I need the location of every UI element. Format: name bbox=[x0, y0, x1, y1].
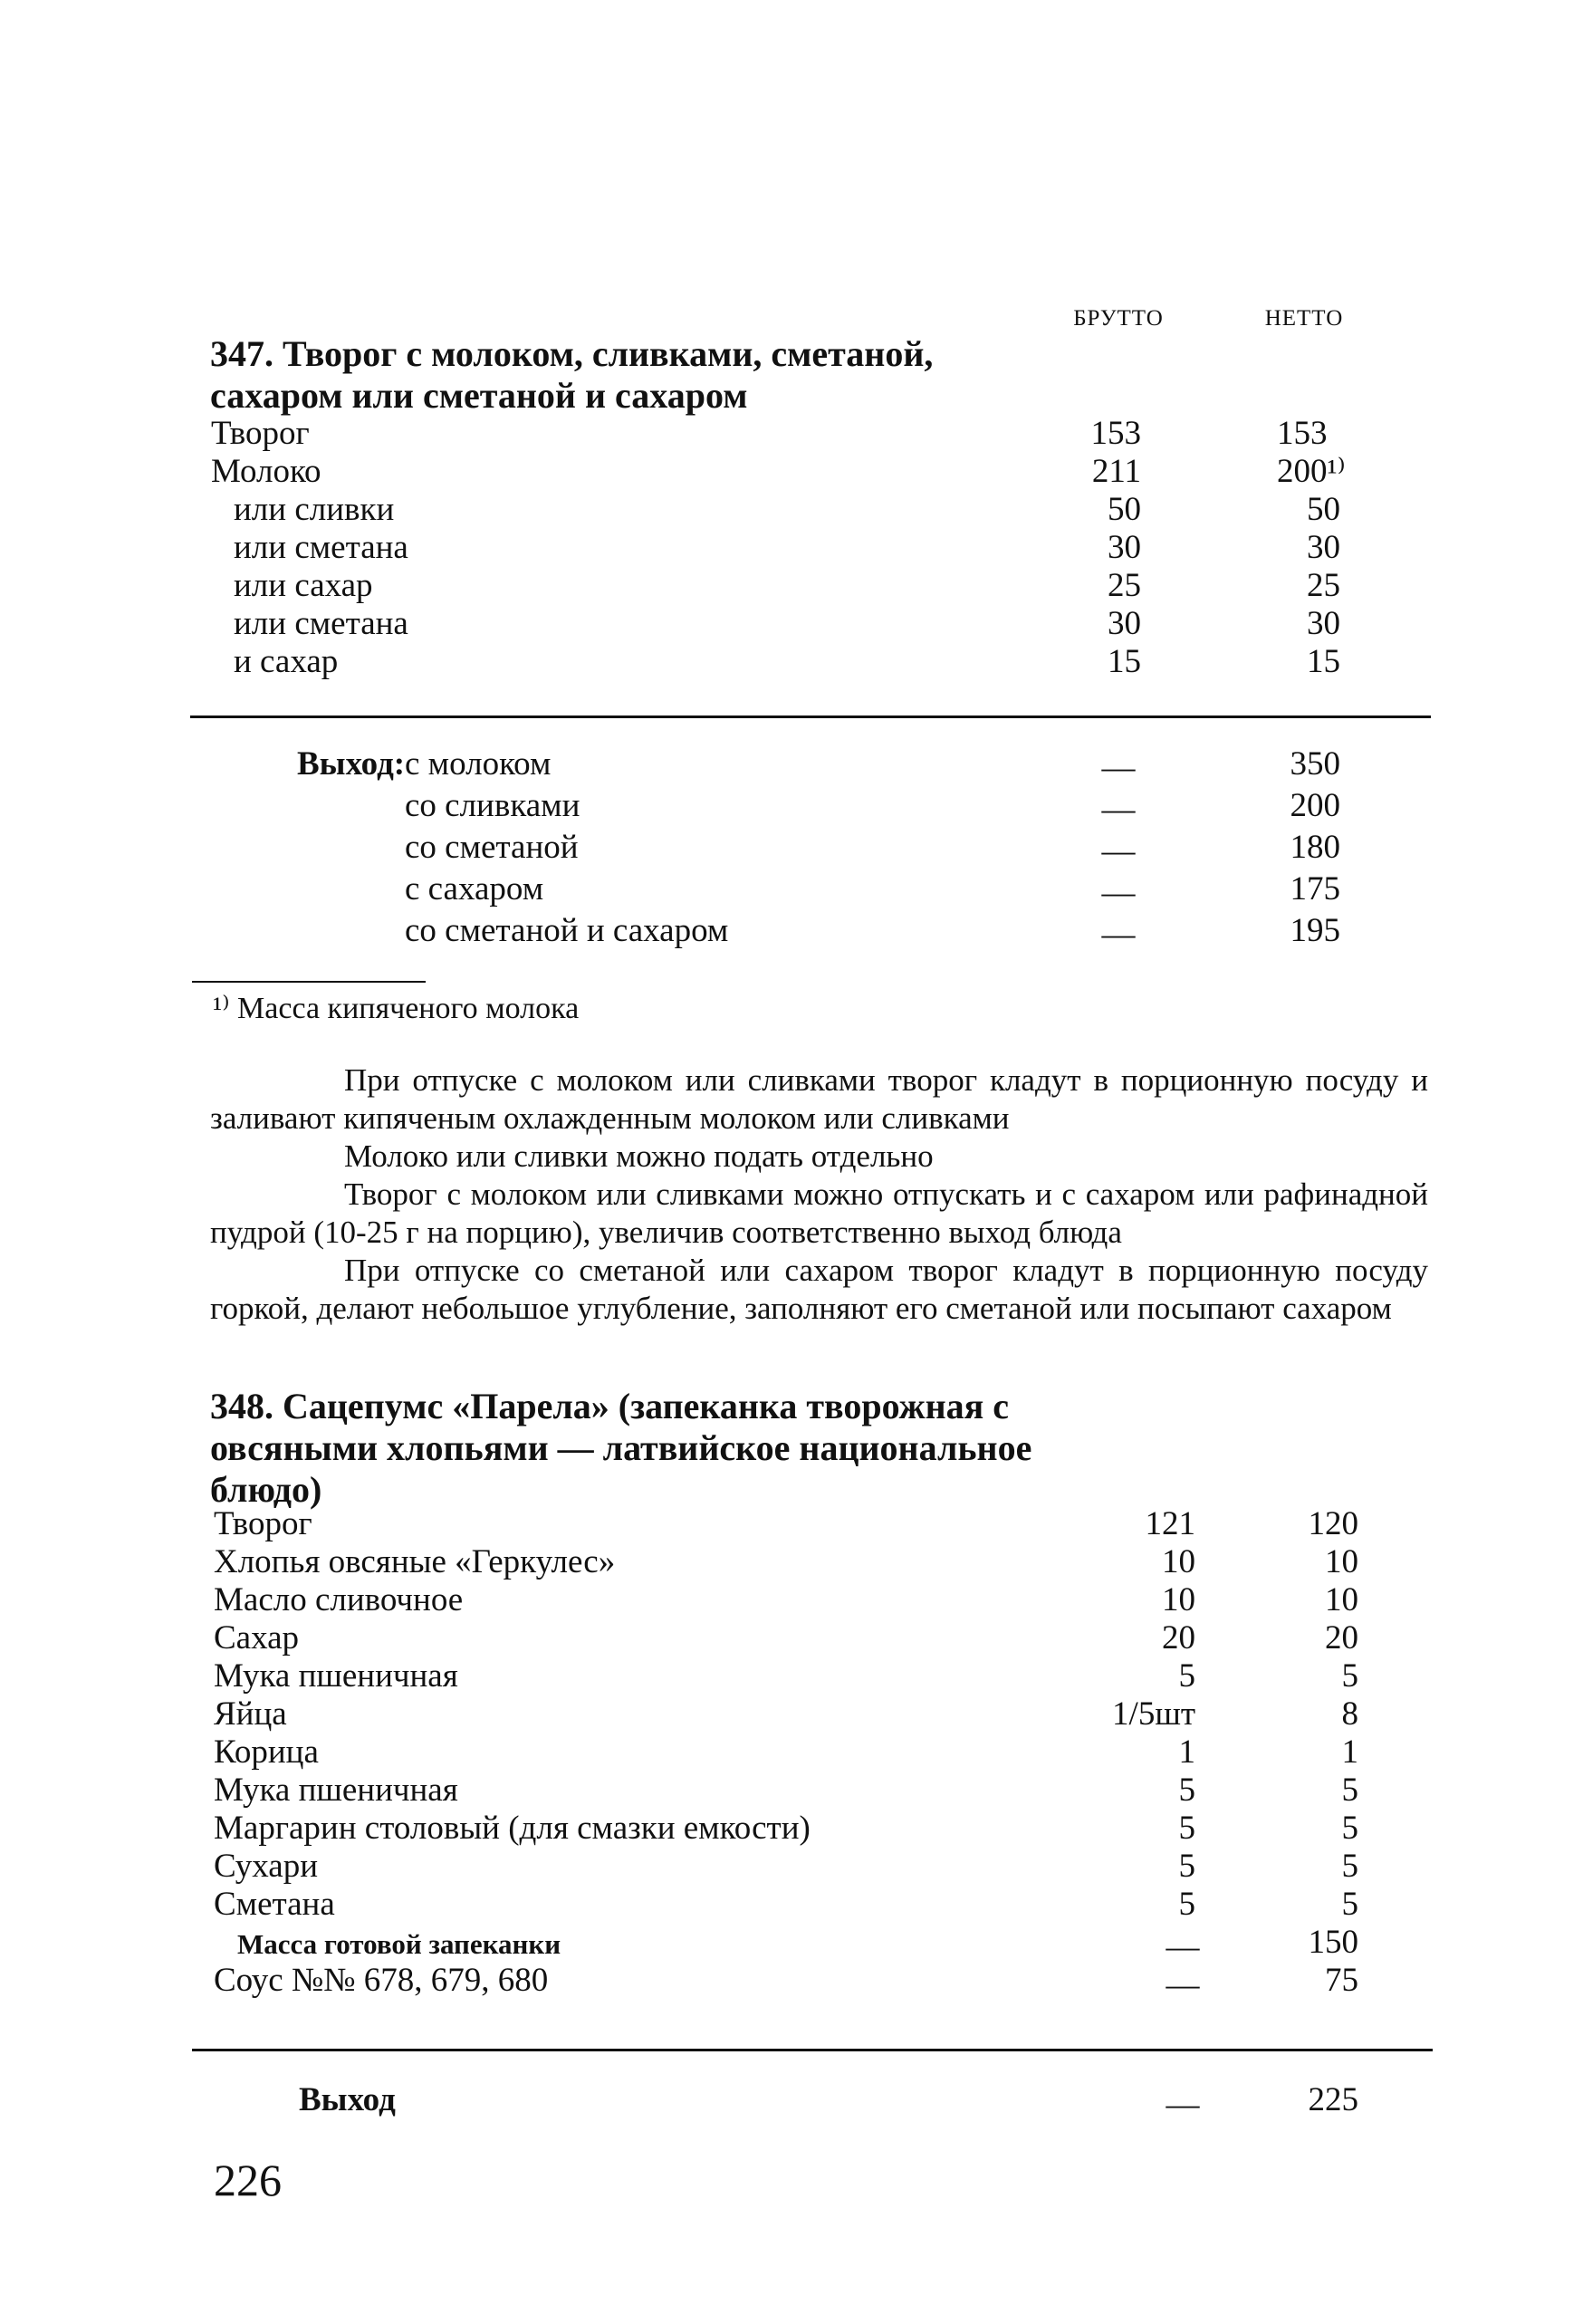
ingredient-netto: 150 bbox=[1308, 1924, 1358, 1961]
yield-netto: 180 bbox=[1290, 829, 1340, 866]
ingredient-name: Молоко bbox=[211, 453, 321, 490]
ingredient-name: Сметана bbox=[214, 1886, 335, 1923]
yield-name: с сахаром bbox=[405, 870, 544, 908]
ingredient-brutto: 211 bbox=[1091, 453, 1141, 490]
ingredient-brutto: 5 bbox=[1178, 1657, 1195, 1695]
recipe-348-title-line3: блюдо) bbox=[210, 1469, 322, 1510]
yield-label: Выход bbox=[299, 2081, 396, 2118]
recipe-347-title-line1: 347. Творог с молоком, сливками, сметаной, bbox=[210, 333, 934, 374]
ingredient-name: Корица bbox=[214, 1733, 319, 1771]
ingredient-netto: 10 bbox=[1325, 1581, 1358, 1618]
footnote-rule bbox=[192, 981, 426, 983]
yield-netto: 195 bbox=[1290, 912, 1340, 949]
yield-netto: 350 bbox=[1290, 745, 1340, 783]
ingredient-brutto: 5 bbox=[1178, 1886, 1195, 1923]
page-number: 226 bbox=[214, 2155, 282, 2205]
yield-brutto: — bbox=[1101, 832, 1136, 869]
ingredient-name: Мука пшеничная bbox=[214, 1772, 458, 1809]
ingredient-brutto: 15 bbox=[1108, 643, 1141, 680]
ingredient-name: или сахар bbox=[234, 567, 373, 604]
ingredient-name: или сметана bbox=[234, 605, 408, 642]
ingredient-netto: 8 bbox=[1341, 1695, 1358, 1733]
ingredient-brutto: 10 bbox=[1162, 1543, 1195, 1580]
ingredient-name: Мука пшеничная bbox=[214, 1657, 458, 1695]
ingredient-netto: 5 bbox=[1341, 1657, 1358, 1695]
ingredient-brutto: 153 bbox=[1090, 415, 1141, 452]
paragraph: Творог с молоком или сливками можно отпускать и с сахаром или рафинадной пудрой (10-25 г на порцию), увеличив соответственно выход блюда bbox=[210, 1176, 1428, 1250]
ingredient-brutto: — bbox=[1166, 1928, 1200, 1965]
ingredient-netto: 153 bbox=[1277, 415, 1328, 452]
ingredient-name: Соус №№ 678, 679, 680 bbox=[214, 1962, 549, 1999]
yield-brutto: — bbox=[1101, 874, 1136, 911]
yield-name: со сметаной bbox=[405, 829, 579, 866]
yield-brutto: — bbox=[1101, 916, 1136, 953]
ingredient-netto: 75 bbox=[1325, 1962, 1358, 1999]
ingredient-netto: 20 bbox=[1325, 1619, 1358, 1657]
ingredient-brutto: 5 bbox=[1178, 1810, 1195, 1847]
ingredient-name: Масло сливочное bbox=[214, 1581, 464, 1618]
ingredient-netto: 1 bbox=[1341, 1733, 1358, 1771]
ingredient-brutto: 1/5шт bbox=[1112, 1695, 1195, 1733]
ingredient-netto: 5 bbox=[1341, 1810, 1358, 1847]
ingredient-netto: 5 bbox=[1341, 1886, 1358, 1923]
ingredient-netto: 15 bbox=[1307, 643, 1340, 680]
ingredient-brutto: — bbox=[1166, 1966, 1200, 2003]
ingredient-brutto: 1 bbox=[1178, 1733, 1195, 1771]
yield-brutto: — bbox=[1101, 749, 1136, 786]
ingredient-netto: 5 bbox=[1341, 1772, 1358, 1809]
yield-netto: 225 bbox=[1308, 2081, 1358, 2118]
column-header-netto: НЕТТО bbox=[1264, 306, 1344, 331]
yield-name: со сливками bbox=[405, 787, 580, 824]
ingredient-name: или сметана bbox=[234, 529, 408, 566]
recipe-348-title-line1: 348. Сацепумс «Парела» (запеканка творожная с bbox=[210, 1386, 1010, 1426]
ingredient-name: Хлопья овсяные «Геркулес» bbox=[214, 1543, 616, 1580]
ingredient-netto: 120 bbox=[1308, 1505, 1358, 1542]
yield-brutto: — bbox=[1101, 791, 1136, 828]
paragraph: При отпуске с молоком или сливками творог кладут в порционную посуду и заливают кипяченым охлажденным молоком или сливками bbox=[210, 1062, 1428, 1136]
ingredient-brutto: 20 bbox=[1162, 1619, 1195, 1657]
ingredient-name: Маргарин столовый (для смазки емкости) bbox=[214, 1810, 811, 1847]
column-header-brutto: БРУТТО bbox=[1073, 306, 1164, 331]
ingredient-netto: 10 bbox=[1325, 1543, 1358, 1580]
yield-label: Выход: bbox=[297, 745, 406, 783]
ingredient-brutto: 30 bbox=[1108, 529, 1141, 566]
yield-brutto: — bbox=[1166, 2086, 1200, 2123]
ingredient-name: Сахар bbox=[214, 1619, 300, 1657]
yield-name: со сметаной и сахаром bbox=[405, 912, 729, 949]
ingredient-name: или сливки bbox=[234, 491, 395, 528]
ingredient-brutto: 50 bbox=[1108, 491, 1141, 528]
ingredient-netto: 25 bbox=[1307, 567, 1340, 604]
yield-netto: 200 bbox=[1290, 787, 1340, 824]
ingredient-netto: 5 bbox=[1341, 1848, 1358, 1885]
ingredient-name: Сухари bbox=[214, 1848, 318, 1885]
ingredient-netto: 30 bbox=[1307, 605, 1340, 642]
ingredient-brutto: 5 bbox=[1178, 1848, 1195, 1885]
ingredient-name: Творог bbox=[214, 1505, 312, 1542]
ingredient-netto: 50 bbox=[1307, 491, 1340, 528]
ingredient-name: Яйца bbox=[214, 1695, 287, 1733]
yield-netto: 175 bbox=[1290, 870, 1340, 908]
recipe-348-divider bbox=[192, 2049, 1433, 2051]
ingredient-netto: 30 bbox=[1307, 529, 1340, 566]
footnote: ¹⁾ Масса кипяченого молока bbox=[213, 992, 580, 1025]
recipe-347-title-line2: сахаром или сметаной и сахаром bbox=[210, 375, 748, 416]
recipe-347-divider bbox=[190, 715, 1431, 718]
yield-name: с молоком bbox=[405, 745, 552, 783]
ingredient-brutto: 5 bbox=[1178, 1772, 1195, 1809]
ingredient-brutto: 10 bbox=[1162, 1581, 1195, 1618]
ingredient-netto: 200¹⁾ bbox=[1277, 453, 1346, 490]
ingredient-brutto: 25 bbox=[1108, 567, 1141, 604]
recipe-348-title-line2: овсяными хлопьями — латвийское национальное bbox=[210, 1427, 1032, 1468]
ingredient-name: Творог bbox=[211, 415, 310, 452]
finished-mass-label: Масса готовой запеканки bbox=[237, 1928, 561, 1960]
paragraph: При отпуске со сметаной или сахаром творог кладут в порционную посуду горкой, делают небольшое углубление, заполняют его сметаной или посыпают сахаром bbox=[210, 1253, 1428, 1326]
ingredient-brutto: 30 bbox=[1108, 605, 1141, 642]
paragraph: Молоко или сливки можно подать отдельно bbox=[344, 1138, 934, 1174]
ingredient-brutto: 121 bbox=[1145, 1505, 1195, 1542]
ingredient-name: и сахар bbox=[234, 643, 339, 680]
